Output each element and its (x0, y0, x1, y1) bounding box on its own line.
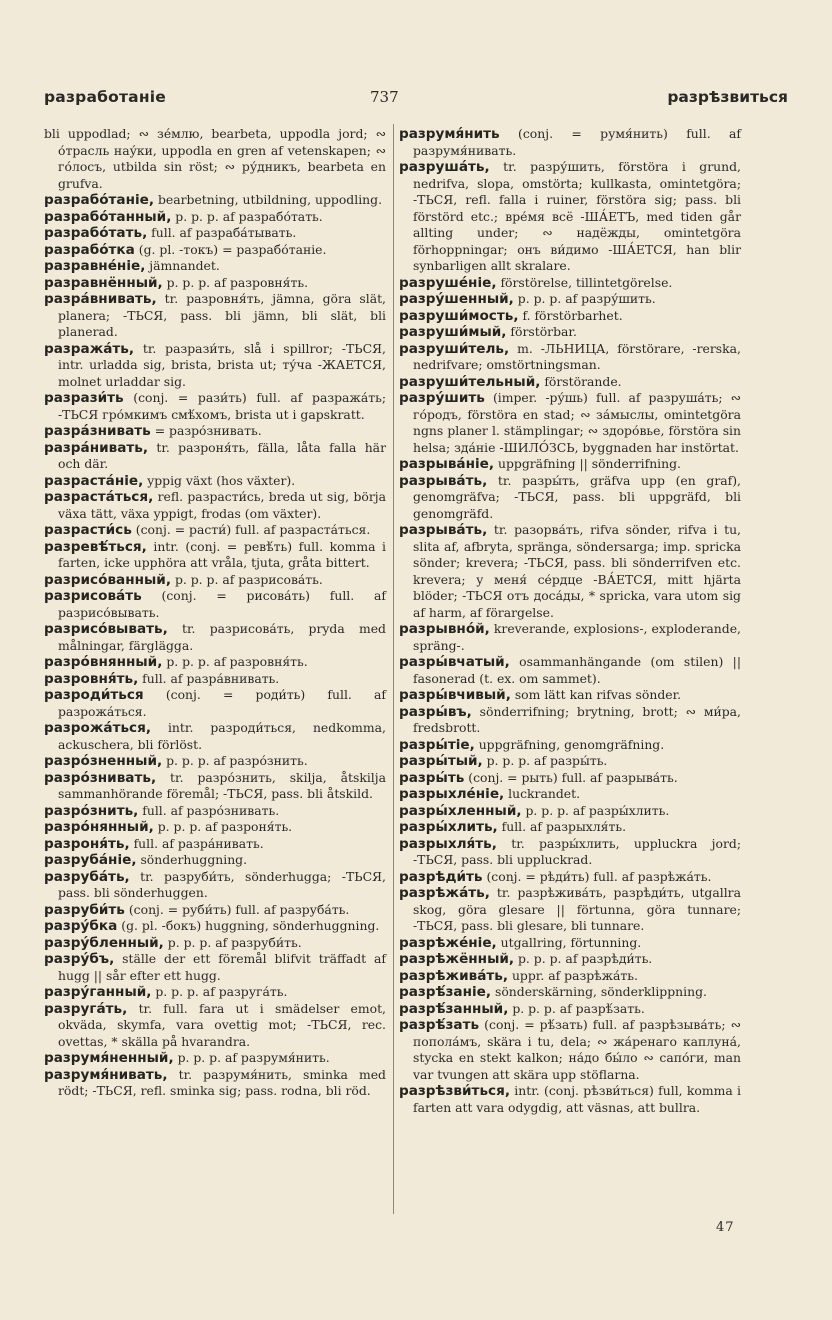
dictionary-entry (44, 770, 386, 803)
entry-definition: tr. разорва́ть, rifva sönder, rifva i tu, slita af, afbryta, spränga, söndersarga; imp. spricka sönder; krevera; -ТЬСЯ, pass. bli sönderrifven etc. krevera; у меня́ се́рдце -ВА́ЕТСЯ, mitt hjärta blöder; -ТЬСЯ отъ доса́ды, * spricka, vara utom sig af harm, af förargelse. (413, 522, 741, 620)
dictionary-entry (399, 126, 741, 159)
entry-headword: разрѣ́занный, (399, 1000, 509, 1017)
dictionary-entry (44, 291, 386, 341)
entry-headword: разру́бка (44, 918, 118, 934)
dictionary-entry (399, 737, 741, 754)
dictionary-entry (44, 341, 386, 391)
dictionary-entry (44, 390, 386, 423)
entry-definition: uppr. af разрѣжа́ть. (508, 967, 638, 983)
entry-headword: разры́тый, (399, 753, 483, 769)
entry-headword: разру́бленный, (44, 934, 164, 951)
left-column (44, 126, 386, 1100)
entry-definition: p. p. p. af разрѣ́зать. (508, 1000, 645, 1016)
entry-headword: разрумя́нивать, (44, 1066, 168, 1083)
entry-definition: (conj. = расти́) full. af разраста́ться. (131, 522, 371, 537)
entry-headword: разруши́мый, (399, 324, 507, 340)
entry-definition: (conj. = рѣ́зать) full. af разрѣзыва́ть; ∾ попола́мъ, skära i tu, dela; ∾ жа́ренаго каплуна́, stycka en stekt kalkon; на́до бы́ло ∾ сапо́ги, man var tvungen att skära upp stöflarna. (413, 1017, 741, 1082)
entry-definition: ställe der ett föremål blifvit träffadt af hugg || sår efter ett hugg. (58, 951, 386, 983)
entry-headword: разрывно́й, (399, 621, 490, 637)
entry-headword: разроди́ться (44, 687, 144, 703)
dictionary-entry (44, 1001, 386, 1051)
entry-headword: разра́внивать, (44, 291, 157, 307)
entry-definition: p. p. p. af разру́шить. (513, 291, 656, 306)
dictionary-entry (44, 869, 386, 902)
entry-definition: p. p. p. af разруби́ть. (163, 934, 302, 950)
entry-definition: tr. разрази́ть, slå i spillror; -ТЬСЯ, intr. urladda sig, brista, brista ut; ту́ча -ЖАЕТСЯ, molnet urladdar sig. (58, 340, 386, 389)
entry-headword: разры́вчатый, (399, 654, 510, 670)
entry-headword: разрумя́ненный, (44, 1050, 174, 1066)
entry-headword: разры́вчивый, (399, 687, 511, 703)
entry-headword: разро́внянный, (44, 654, 163, 670)
entry-headword: разру́шенный, (399, 291, 514, 307)
entry-definition: tr. разры́ть, gräfva upp (en graf), genomgräfva; -ТЬСЯ, pass. bli uppgräfd, bli genomgräfd. (413, 472, 741, 521)
dictionary-entry (44, 209, 386, 226)
entry-headword: разруши́мость, (399, 307, 519, 324)
dictionary-entry (44, 951, 386, 984)
dictionary-entry (399, 770, 741, 787)
dictionary-entry (399, 308, 741, 325)
dictionary-entry (44, 242, 386, 259)
entry-definition: f. förstörbarhet. (518, 307, 623, 323)
dictionary-entry (44, 671, 386, 688)
entry-definition: uppgräfning || sönderrifning. (494, 456, 681, 471)
dictionary-entry (44, 918, 386, 935)
entry-headword: разрыва́ть, (399, 472, 488, 489)
entry-headword: разруше́ніе, (399, 274, 497, 291)
entry-headword: разраста́ться, (44, 489, 154, 505)
entry-definition: yppig växt (hos växter). (143, 472, 296, 488)
entry-definition: full. af разро́знивать. (138, 802, 280, 818)
dictionary-entry (44, 687, 386, 720)
dictionary-entry (44, 1050, 386, 1067)
entry-definition: (g. pl. -токъ) = разрабо́таніе. (134, 241, 327, 257)
entry-headword: разрыва́ть, (399, 522, 488, 538)
entry-headword: разро́нянный, (44, 819, 154, 835)
entry-definition: (conj. = рази́ть) full. af разража́ть; -ТЬСЯ гро́мкимъ смѣ́хомъ, brista ut i gapskratt. (58, 390, 386, 422)
entry-headword: разруша́ть, (399, 159, 490, 175)
entry-headword: разрѣжива́ть, (399, 967, 509, 984)
entry-definition: tr. разры́хлить, uppluckra jord; -ТЬСЯ, pass. bli uppluckrad. (413, 835, 741, 867)
entry-headword: разру́ганный, (44, 984, 152, 1000)
dictionary-entry (399, 704, 741, 737)
entry-definition: full. af разрыхля́ть. (497, 819, 627, 834)
entry-definition: (conj. = румя́нить) full. af разрумя́нивать. (413, 126, 741, 158)
entry-definition: full. af разра́нивать. (129, 835, 264, 851)
entry-definition: p. p. p. af разрумя́нить. (173, 1050, 330, 1065)
dictionary-entry (44, 720, 386, 753)
entry-definition: m. -ЛЬНИЦА, förstörare, -rerska, nedrifvare; omstörtningsman. (413, 340, 741, 372)
entry-definition: refl. разрасти́сь, breda ut sig, börja växa tätt, växa yppigt, frodas (om växter). (58, 489, 386, 521)
dictionary-entry (399, 374, 741, 391)
entry-definition: förstörelse, tillintetgörelse. (496, 274, 673, 290)
entry-definition: osammanhängande (om stilen) || fasonerad (t. ex. om sammet). (413, 654, 741, 686)
entry-definition: p. p. p. af разро́знить. (162, 753, 308, 768)
dictionary-entry (399, 984, 741, 1001)
dictionary-entry (399, 1083, 741, 1116)
entry-definition: (g. pl. -бокъ) huggning, sönderhuggning. (117, 918, 380, 933)
entry-definition: tr. разровня́ть, jämna, göra slät, planera; -ТЬСЯ, pass. bli jämn, bli slät, bli planerad. (58, 291, 386, 339)
entry-definition: full. af разраба́тывать. (147, 225, 297, 240)
dictionary-entry (44, 654, 386, 671)
entry-headword: разра́нивать, (44, 439, 149, 456)
entry-definition: full. af разра́внивать. (138, 670, 280, 686)
entry-definition: p. p. p. af разрѣди́ть. (514, 951, 653, 966)
entry-definition: sönderhuggning. (136, 852, 248, 867)
entry-headword: разрабо́тка (44, 241, 135, 258)
dictionary-entry (399, 341, 741, 374)
entry-headword: разрумя́нить (399, 126, 500, 142)
entry-definition: p. p. p. af разры́хлить. (521, 802, 670, 818)
dictionary-entry (44, 275, 386, 292)
dictionary-entry (44, 489, 386, 522)
entry-definition: intr. (conj. = ревѣ́ть) full. komma i farten, icke upphöra att vråla, tjuta, gråta bittert. (58, 538, 386, 570)
dictionary-entry (399, 803, 741, 820)
entry-headword: разрѣ́зать (399, 1017, 480, 1033)
entry-definition: p. p. p. af разрабо́тать. (171, 208, 323, 224)
dictionary-entry (44, 753, 386, 770)
entry-definition: som lätt kan rifvas sönder. (510, 687, 682, 702)
dictionary-entry (399, 1001, 741, 1018)
entry-definition: förstörbar. (506, 324, 577, 339)
entry-headword: разрѣзви́ться, (399, 1083, 510, 1099)
right-column (399, 126, 741, 1116)
entry-headword: разру́шить (399, 390, 485, 406)
entry-definition: sönderrifning; brytning, brott; ∾ ми́ра, fredsbrott. (413, 703, 741, 735)
entry-headword: разравне́ніе, (44, 258, 146, 274)
dictionary-entry (44, 539, 386, 572)
dictionary-entry (44, 902, 386, 919)
dictionary-entry (399, 275, 741, 292)
entry-headword: разрабо́танный, (44, 208, 172, 225)
entry-definition: bearbetning, utbildning, uppodling. (154, 192, 383, 207)
entry-headword: разрисо́вывать, (44, 621, 168, 637)
entry-definition: jämnandet. (145, 258, 220, 273)
entry-headword: разрабо́таніе, (44, 192, 155, 208)
dictionary-entry (44, 473, 386, 490)
dictionary-entry (399, 473, 741, 523)
entry-definition: = разро́знивать. (150, 423, 262, 438)
signature-number: 47 (716, 1220, 735, 1235)
dictionary-entry (44, 819, 386, 836)
entry-definition: tr. разрисова́ть, pryda med målningar, färglägga. (58, 621, 386, 653)
entry-headword: разро́знить, (44, 802, 139, 819)
dictionary-entry (44, 984, 386, 1001)
dictionary-entry (399, 687, 741, 704)
dictionary-entry (44, 126, 386, 192)
dictionary-entry (44, 588, 386, 621)
entry-definition: (conj. = рыть) full. af разрыва́ть. (464, 769, 678, 785)
entry-headword: разрыхле́ніе, (399, 786, 505, 802)
dictionary-entry (44, 258, 386, 275)
entry-definition: p. p. p. af разровня́ть. (162, 654, 308, 669)
entry-headword: разравнённый, (44, 274, 163, 291)
dictionary-entry (44, 192, 386, 209)
entry-headword: разруши́тельный, (399, 373, 541, 390)
dictionary-entry (399, 390, 741, 456)
entry-headword: разру́бъ, (44, 951, 115, 967)
entry-definition: (conj. = роди́ть) full. af разрожа́ться. (58, 687, 386, 719)
dictionary-entry (44, 935, 386, 952)
entry-headword: разры́хленный, (399, 802, 522, 819)
dictionary-entry (44, 852, 386, 869)
entry-definition: tr. разроня́ть, fälla, låta falla här och där. (58, 439, 386, 471)
header-right-guide-word: разрѣзвиться (667, 88, 788, 106)
entry-definition: tr. full. fara ut i smädelser emot, okväda, skymfa, vara ovettig mot; -ТЬСЯ, rec. ovettas, * skälla på hvarandra. (58, 1000, 386, 1049)
entry-headword: разруга́ть, (44, 1000, 128, 1017)
entry-headword: разрѣже́ніе, (399, 934, 497, 951)
entry-headword: разревѣ́ться, (44, 538, 147, 555)
entry-definition: (conj. = рѣди́ть) full. af разрѣжа́ть. (482, 868, 712, 884)
dictionary-entry (399, 291, 741, 308)
dictionary-entry (44, 803, 386, 820)
dictionary-entry (399, 968, 741, 985)
dictionary-entry (399, 456, 741, 473)
dictionary-entry (44, 1067, 386, 1100)
entry-headword: разры́ть (399, 769, 465, 786)
dictionary-entry (399, 951, 741, 968)
entry-headword: разража́ть, (44, 340, 135, 357)
entry-headword: разрѣ́заніе, (399, 984, 492, 1000)
entry-headword: разры́тіе, (399, 736, 475, 753)
dictionary-entry (44, 423, 386, 440)
entry-definition: tr. разро́знить, skilja, åtskilja sammanhörande föremål; -ТЬСЯ, pass. bli åtskild. (58, 769, 386, 801)
entry-definition: tr. разрумя́нить, sminka med rödt; -ТЬСЯ, refl. sminka sig; pass. rodna, bli röd. (58, 1066, 386, 1098)
page-number: 737 (370, 88, 399, 106)
entry-definition: (imper. -ру́шь) full. af разруша́ть; ∾ го́родъ, förstöra en stad; ∾ за́мыслы, omintetgöra ngns planer l. stämplingar; ∾ здоро́вье, förstöra sin helsa; зда́ніе -ШИЛО́ЗСЬ, byggnaden har instörtat. (413, 390, 741, 455)
running-head (44, 88, 788, 112)
entry-definition: sönderskärning, sönderklippning. (491, 984, 707, 999)
dictionary-entry (399, 753, 741, 770)
entry-definition: luckrandet. (504, 786, 581, 801)
entry-definition: förstörande. (540, 373, 622, 389)
entry-definition: p. p. p. af разроня́ть. (153, 819, 293, 834)
dictionary-entry (399, 1017, 741, 1083)
dictionary-entry (44, 225, 386, 242)
entry-headword: разрѣжа́ть, (399, 885, 490, 901)
column-divider (393, 124, 394, 1214)
dictionary-entry (399, 869, 741, 886)
entry-definition: utgallring, förtunning. (496, 934, 642, 950)
dictionary-entry (399, 324, 741, 341)
entry-definition: bli uppodlad; ∾ зе́млю, bearbeta, uppodla jord; ∾ о́трасль нау́ки, uppodla en gren af vetenskapen; ∾ го́лосъ, utbilda sin röst; ∾ ру́дникъ, bearbeta en grufva. (44, 126, 386, 191)
entry-definition: (conj. = рисова́ть) full. af разрисо́вывать. (58, 588, 386, 620)
dictionary-entry (399, 522, 741, 621)
entry-headword: разро́зненный, (44, 753, 163, 769)
entry-headword: разра́знивать (44, 423, 151, 439)
entry-definition: p. p. p. af разры́ть. (482, 753, 608, 768)
dictionary-entry (399, 935, 741, 952)
entry-headword: разруба́ніе, (44, 852, 137, 868)
dictionary-entry (399, 819, 741, 836)
dictionary-entry (399, 621, 741, 654)
dictionary-entry (44, 440, 386, 473)
entry-headword: разры́въ, (399, 703, 472, 720)
entry-definition: tr. разрѣжива́ть, разрѣди́ть, utgallra skog, göra glesare || förtunna, göra tunnare; -ТЬСЯ, pass. bli glesare, bli tunnare. (413, 885, 741, 933)
header-left-guide-word: разработаніе (44, 88, 166, 106)
entry-headword: разрыва́ніе, (399, 456, 495, 472)
dictionary-entry (399, 159, 741, 275)
entry-headword: разруби́ть (44, 901, 125, 918)
dictionary-entry (44, 621, 386, 654)
entry-definition: tr. разруби́ть, sönderhugga; -ТЬСЯ, pass. bli sönderhuggen. (58, 868, 386, 900)
entry-definition: p. p. p. af разруга́ть. (151, 984, 288, 999)
entry-headword: разры́хлить, (399, 819, 498, 835)
dictionary-entry (399, 654, 741, 687)
entry-definition: p. p. p. af разрисова́ть. (171, 571, 323, 587)
dictionary-entry (399, 885, 741, 935)
dictionary-entry (44, 572, 386, 589)
entry-headword: разрази́ть (44, 390, 124, 406)
entry-headword: разрыхля́ть, (399, 835, 497, 852)
entry-definition: kreverande, explosions-, exploderande, spräng-. (413, 621, 741, 653)
entry-headword: разрасти́сь (44, 522, 132, 538)
dictionary-entry (44, 836, 386, 853)
entry-definition: tr. разру́шить, förstöra i grund, nedrifva, slopa, omstörta; kullkasta, omintetgöra; -ТЬСЯ, refl. falla i ruiner, förstöra sig; pass. bli förstörd etc.; вре́мя всё -ША́ЕТЪ, med tiden går allting under; ∾ надёжды, omintetgöra förhoppningar; онъ ви́димо -ША́ЕТСЯ, han blir synbarligen allt skralare. (413, 159, 741, 273)
entry-headword: разрабо́тать, (44, 225, 148, 241)
dictionary-entry (44, 522, 386, 539)
entry-definition: p. p. p. af разровня́ть. (162, 274, 309, 290)
entry-headword: разро́знивать, (44, 769, 157, 786)
entry-definition: uppgräfning, genomgräfning. (474, 736, 665, 752)
entry-definition: intr. (conj. рѣзви́ться) full, komma i farten att vara odygdig, att väsnas, att bullra. (413, 1083, 741, 1115)
dictionary-entry (399, 786, 741, 803)
entry-headword: разрисо́ванный, (44, 571, 171, 588)
entry-definition: (conj. = руби́ть) full. af разруба́ть. (124, 901, 350, 917)
entry-headword: разровня́ть, (44, 670, 139, 687)
entry-headword: разруши́тель, (399, 340, 510, 357)
entry-headword: разрѣди́ть (399, 868, 483, 885)
entry-headword: разрожа́ться, (44, 720, 151, 736)
entry-headword: разруба́ть, (44, 868, 130, 885)
entry-headword: разраста́ніе, (44, 472, 144, 489)
dictionary-entry (399, 836, 741, 869)
entry-definition: intr. разроди́ться, nedkomma, ackuschera, bli förlöst. (58, 720, 386, 752)
entry-headword: разроня́ть, (44, 835, 130, 852)
entry-headword: разрисова́ть (44, 588, 142, 604)
entry-headword: разрѣжённый, (399, 951, 515, 967)
